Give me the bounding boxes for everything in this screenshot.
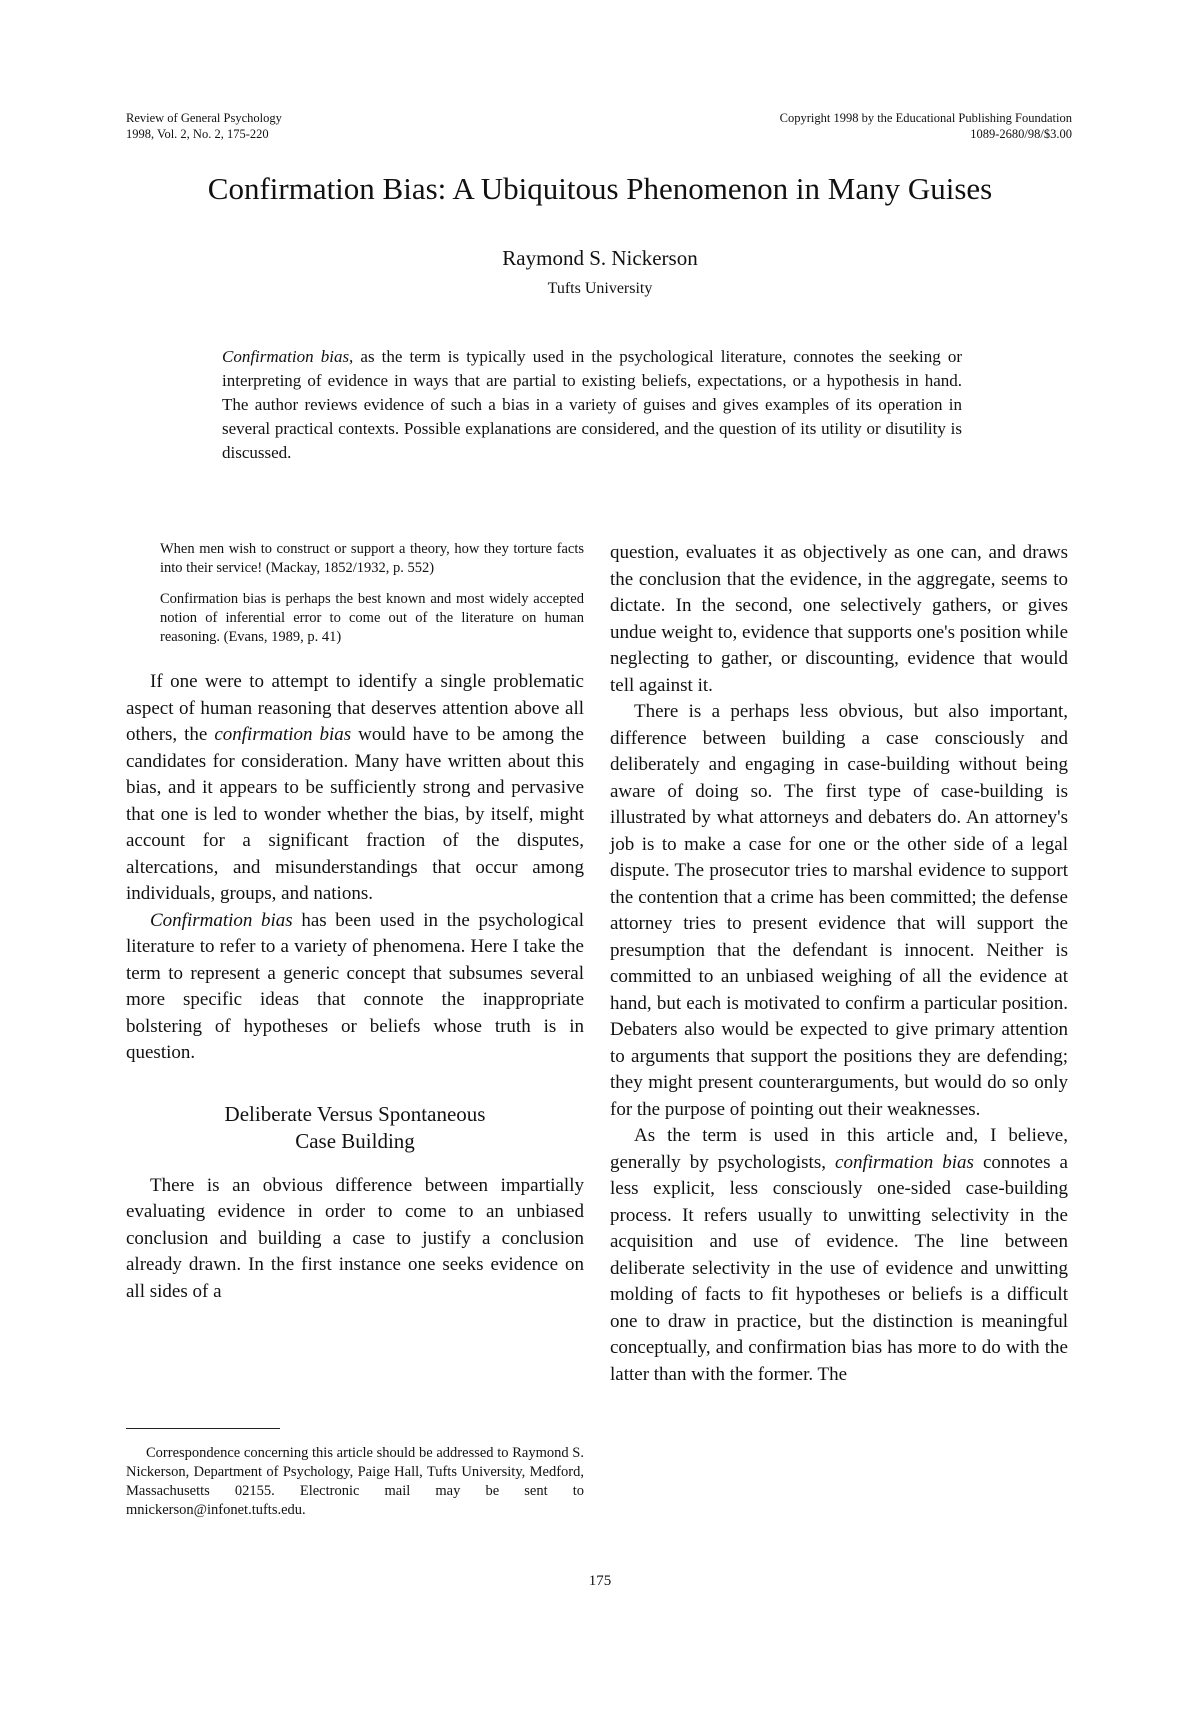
right-column: [610, 540, 1068, 1388]
body-paragraph-5: [610, 1123, 1068, 1388]
correspondence-footnote: Correspondence concerning this article should be addressed to Raymond S. Nickerson, Department of Psychology, Paige Hall, Tufts University, Medford, Massachusetts 02155. Electronic mail may be sent to mnickerson@infonet.tufts.edu.: [126, 1445, 584, 1518]
article-title: Confirmation Bias: A Ubiquitous Phenomenon in Many Guises: [207, 171, 993, 206]
footnote-divider: [126, 1428, 280, 1429]
page-number: 175: [588, 1573, 612, 1589]
abstract-text: as the term is typically used in the psychological literature, connotes the seeking or interpreting of evidence in ways that are partial to existing beliefs, expectations, or a hypothesis in hand. The author reviews evidence of such a bias in a variety of guises and gives examples of its operation in several practical contexts. Possible explanations are considered, and the question of its utility or disutility is discussed.: [222, 347, 962, 462]
body-p5-text-a: As the term is used in this article and, I believe, generally by psychologists,: [610, 1125, 1068, 1173]
body-p5-term: confirmation bias: [835, 1151, 974, 1173]
body-p1-text-b: would have to be among the candidates for consideration. Many have written about this bias, and it appears to be sufficiently strong and pervasive that one is led to wonder whether the bias, by itself, might account for a significant fraction of the disputes, altercations, and misunderstandings that occur among individuals, groups, and nations.: [126, 724, 584, 904]
abstract: [222, 345, 962, 465]
body-paragraph-3-continued: question, evaluates it as objectively as one can, and draws the conclusion that the evidence, in the aggregate, seems to dictate. In the second, one selectively gathers, or gives undue weight to, evidence that supports one's position while neglecting to gather, or discounting, evidence that would tell against it.: [610, 542, 1068, 696]
running-header-left: [126, 110, 282, 142]
section-heading-line-2: Case Building: [295, 1128, 415, 1153]
body-paragraph-3: There is an obvious difference between impartially evaluating evidence in order to come to an unbiased conclusion and building a case to justify a conclusion already drawn. In the first instance one seeks evidence on all sides of a: [126, 1174, 584, 1302]
journal-name: Review of General Psychology: [126, 111, 282, 125]
abstract-lead-term: Confirmation bias,: [222, 347, 354, 366]
body-paragraph-2: [126, 908, 584, 1067]
article-code: 1089-2680/98/$3.00: [970, 127, 1072, 141]
epigraph-mackay: When men wish to construct or support a theory, how they torture facts into their service! (Mackay, 1852/1932, p. 552): [160, 541, 584, 576]
body-p2-text: has been used in the psychological literature to refer to a variety of phenomena. Here I take the term to represent a generic concept that subsumes several more specific ideas that connote the inappropriate bolstering of hypotheses or beliefs whose truth is in question.: [126, 909, 584, 1063]
copyright-notice: Copyright 1998 by the Educational Publishing Foundation: [779, 111, 1072, 125]
section-heading: [126, 1101, 584, 1155]
author-name: Raymond S. Nickerson: [502, 246, 698, 270]
section-heading-line-1: Deliberate Versus Spontaneous: [224, 1101, 486, 1126]
running-header-right: [780, 110, 1072, 142]
body-p5-text-b: connotes a less explicit, less consciously one-sided case-building process. It refers usually to unwitting selectivity in the acquisition and use of evidence. The line between deliberate selectivity in the use of evidence and unwitting molding of facts to fit hypotheses or beliefs is a difficult one to draw in practice, but the distinction is meaningful conceptually, and confirmation bias has more to do with the latter than with the former. The: [610, 1151, 1068, 1385]
body-p1-term: confirmation bias: [214, 724, 352, 745]
left-column: [126, 540, 584, 1305]
body-paragraph-4: There is a perhaps less obvious, but also important, difference between building a case consciously and deliberately and engaging in case-building without being aware of doing so. The first type of case-building is illustrated by what attorneys and debaters do. An attorney's job is to make a case for one or the other side of a legal dispute. The prosecutor tries to marshal evidence to support the contention that a crime has been committed; the defense attorney tries to present evidence that will support the presumption that the defendant is innocent. Neither is committed to an unbiased weighing of all the evidence at hand, but each is motivated to confirm a particular position. Debaters also would be expected to give primary attention to arguments that support the positions they are defending; they might present counterarguments, but would do so only for the purpose of pointing out their weaknesses.: [610, 701, 1068, 1120]
body-p1-text-a: If one were to attempt to identify a single problematic aspect of human reasoning that deserves attention above all others, the: [126, 671, 584, 745]
body-paragraph-1: [126, 669, 584, 908]
author-affiliation: Tufts University: [547, 280, 653, 297]
body-p2-term: Confirmation bias: [150, 909, 293, 931]
epigraph-evans: Confirmation bias is perhaps the best known and most widely accepted notion of inferential error to come out of the literature on human reasoning. (Evans, 1989, p. 41): [160, 591, 584, 645]
journal-citation: 1998, Vol. 2, No. 2, 175-220: [126, 127, 269, 141]
